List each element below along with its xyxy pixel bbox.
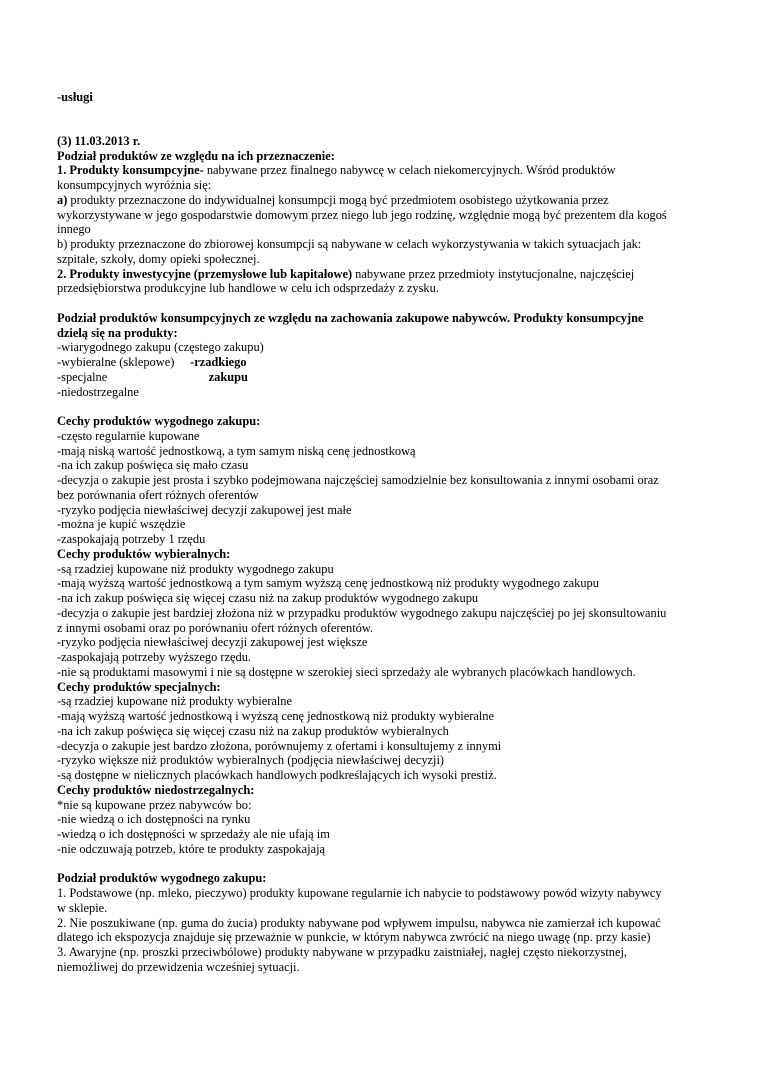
shopping-title: Cechy produktów wybieralnych: — [57, 546, 231, 561]
behavior-item-4: -niedostrzegalne — [57, 384, 139, 399]
point-a-text-1: produkty przeznaczone do indywidualnej konsumpcji mogą być przedmiotem osobistego użytkowania przez — [67, 192, 609, 207]
list-item: 1. Podstawowe (np. mleko, pieczywo) produkty kupowane regularnie ich nabycie to podstawowy powód wizyty nabywcy — [57, 886, 662, 900]
list-item: -wiedzą o ich dostępności w sprzedaży ale nie ufają im — [57, 827, 330, 841]
list-item: 2. Nie poszukiwane (np. guma do żucia) produkty nabywane pod wpływem impulsu, nabywca nie zamierzał ich kupować — [57, 915, 661, 930]
list-item: -nie odczuwają potrzeb, które te produkty zaspokajają — [57, 841, 326, 856]
list-item: 3. Awaryjne (np. proszki przeciwbólowe) produkty nabywane w przypadku zaistniałej, nagłej często niekorzystnej, — [57, 945, 628, 959]
investment-products-text: nabywane przez przedmioty instytucjonalne, najczęściej — [352, 266, 635, 281]
list-item: -mają wyższą wartość jednostkową i wyższą cenę jednostkową niż produkty wybieralne — [57, 709, 494, 723]
paragraph-consumer-products — [57, 163, 707, 178]
unsought-title: Cechy produktów niedostrzegalnych: — [57, 782, 255, 797]
list-item: -zaspokajają potrzeby 1 rzędu — [57, 532, 206, 546]
list-item: -ryzyko podjęcia niewłaściwej decyzji zakupowej jest większe — [57, 635, 368, 650]
document-page — [57, 90, 707, 975]
list-item: *nie są kupowane przez nabywców bo: — [57, 797, 252, 812]
list-item: dlatego ich ekspozycja znajduje się przeważnie w punkcie, w którym nabywca zwrócić na niego uwagę (np. przy kasie) — [57, 930, 651, 945]
investment-products-text-2: przedsiębiorstwa produkcyjne lub handlowe w celu ich odsprzedaży z zysku. — [57, 281, 439, 296]
point-b-text-2: szpitale, szkoły, domy opieki społecznej. — [57, 251, 260, 266]
behavior-item-3-left: -specjalne — [57, 369, 108, 384]
behavior-item-2-right: -rzadkiego — [187, 355, 247, 369]
list-item: -mają niską wartość jednostkową, a tym samym niską cenę jednostkową — [57, 443, 416, 458]
behavior-item-1: -wiarygodnego zakupu (częstego zakupu) — [57, 340, 264, 355]
section-date: (3) 11.03.2013 r. — [57, 133, 141, 148]
spacer — [57, 296, 707, 311]
point-a-text-2: wykorzystywane w jego gospodarstwie domowym przez niego lub jego rodzinę, względnie mogą być prezentem dla kogoś — [57, 207, 667, 222]
spacer — [57, 105, 707, 134]
section-title: Podział produktów ze względu na ich przeznaczenie: — [57, 148, 335, 163]
list-item: z innymi osobami oraz po porównaniu ofert różnych oferentów. — [57, 620, 374, 635]
list-item: -są dostępne w nielicznych placówkach handlowych podkreślających ich wysoki prestiż. — [57, 768, 497, 782]
convenience-division-title: Podział produktów wygodnego zakupu: — [57, 871, 267, 886]
specialty-title: Cechy produktów specjalnych: — [57, 679, 221, 694]
list-item: -decyzja o zakupie jest bardziej złożona niż w przypadku produktów wygodnego zakupu najczęściej po jej skonsultowaniu — [57, 605, 667, 620]
consumer-products-label: 1. Produkty konsumpcyjne- — [57, 163, 204, 178]
investment-products-label: 2. Produkty inwestycyjne (przemysłowe lub kapitałowe) — [57, 266, 353, 281]
list-item: -decyzja o zakupie jest prosta i szybko podejmowana najczęściej samodzielnie bez konsultowania z innymi osobami oraz — [57, 473, 659, 487]
list-item: -nie są produktami masowymi i nie są dostępne w szerokiej sieci sprzedaży ale wybranych placówkach handlowych. — [57, 664, 636, 679]
behavior-title-1: Podział produktów konsumpcyjnych ze względu na zachowania zakupowe nabywców. Produkty konsumpcyjne — [57, 310, 644, 325]
spacer — [57, 857, 707, 872]
list-item: -są rzadziej kupowane niż produkty wybieralne — [57, 694, 292, 709]
point-b-text-1: b) produkty przeznaczone do zbiorowej konsumpcji są nabywane w celach wykorzystywania w takich sytuacjach jak: — [57, 237, 642, 251]
list-item: -ryzyko podjęcia niewłaściwej decyzji zakupowej jest małe — [57, 502, 352, 517]
list-item: -decyzja o zakupie jest bardzo złożona, porównujemy z ofertami i konsultujemy z innymi — [57, 738, 502, 753]
consumer-products-text-2: konsumpcyjnych wyróżnia się: — [57, 178, 212, 192]
list-item: -ryzyko większe niż produktów wybieralnych (podjęcia niewłaściwej decyzji) — [57, 753, 445, 768]
point-a — [57, 193, 707, 208]
list-item: bez porównania ofert różnych oferentów — [57, 487, 259, 502]
behavior-item-3-right: zakupu — [187, 369, 248, 384]
list-item: -na ich zakup poświęca się mało czasu — [57, 458, 249, 473]
behavior-title-2: dzielą się na produkty: — [57, 325, 178, 340]
list-item: -mają wyższą wartość jednostkową a tym samym wyższą cenę jednostkową niż produkty wygodnego zakupu — [57, 576, 599, 591]
consumer-products-text: nabywane przez finalnego nabywcę w celach niekomercyjnych. Wśród produktów — [203, 163, 616, 178]
list-item: -nie wiedzą o ich dostępności na rynku — [57, 812, 251, 827]
point-a-text-3: innego — [57, 222, 91, 237]
list-item: -na ich zakup poświęca się więcej czasu niż na zakup produktów wygodnego zakupu — [57, 591, 479, 605]
behavior-item-3 — [57, 370, 707, 385]
list-item: w sklepie. — [57, 900, 108, 915]
top-item: -usługi — [57, 90, 93, 104]
list-item: -są rzadziej kupowane niż produkty wygodnego zakupu — [57, 561, 334, 576]
list-item: -często regularnie kupowane — [57, 428, 200, 443]
paragraph-investment-products — [57, 267, 707, 282]
list-item: -można je kupić wszędzie — [57, 517, 186, 532]
point-a-label: a) — [57, 192, 68, 207]
behavior-item-2 — [57, 355, 707, 370]
convenience-title: Cechy produktów wygodnego zakupu: — [57, 414, 261, 428]
list-item: niemożliwej do przewidzenia wcześniej sytuacji. — [57, 959, 300, 974]
spacer — [57, 399, 707, 414]
list-item: -zaspokajają potrzeby wyższego rzędu. — [57, 650, 252, 664]
behavior-item-2-left: -wybieralne (sklepowe) — [57, 355, 175, 369]
list-item: -na ich zakup poświęca się więcej czasu niż na zakup produktów wybieralnych — [57, 723, 449, 738]
